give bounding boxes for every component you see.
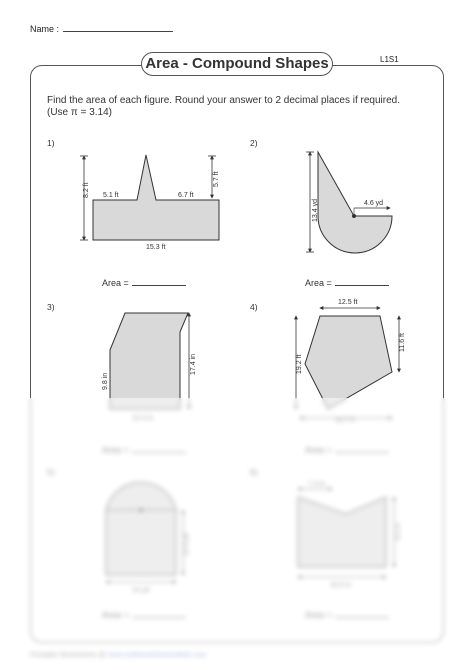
figure-4-shape bbox=[305, 316, 392, 409]
area-blank-2[interactable] bbox=[335, 277, 389, 286]
area-label-1: Area = bbox=[102, 278, 129, 288]
fig1-height-right-label: 5.7 ft bbox=[213, 171, 220, 187]
name-label: Name : bbox=[30, 24, 60, 34]
fig1-top-left-label: 5.1 ft bbox=[103, 192, 119, 199]
area-answer-1 bbox=[102, 277, 186, 288]
fig1-height-left-label: 8.2 ft bbox=[83, 182, 90, 198]
problem-number-1: 1) bbox=[47, 138, 55, 148]
area-label-2: Area = bbox=[305, 278, 332, 288]
problem-number-4: 4) bbox=[250, 302, 258, 312]
problem-number-3: 3) bbox=[47, 302, 55, 312]
fig3-height-right-label: 17.4 in bbox=[190, 353, 197, 375]
page-title: Area - Compound Shapes bbox=[141, 52, 333, 76]
figure-3-shape bbox=[110, 313, 188, 409]
area-blank-1[interactable] bbox=[132, 277, 186, 286]
fig2-radius-label: 4.6 yd bbox=[364, 200, 384, 207]
instructions-line2: (Use π = 3.14) bbox=[47, 107, 112, 118]
fig3-height-left-label: 9.8 in bbox=[102, 372, 109, 390]
preview-blur-overlay bbox=[0, 398, 474, 670]
fig4-height-left-label: 19.2 ft bbox=[296, 354, 303, 374]
fig4-top-label: 12.5 ft bbox=[338, 299, 358, 306]
figure-1 bbox=[80, 155, 220, 251]
fig1-top-right-label: 6.7 ft bbox=[178, 192, 194, 199]
fig1-bottom-label: 15.3 ft bbox=[146, 244, 166, 251]
instructions-line1: Find the area of each figure. Round your answer to 2 decimal places if required. bbox=[47, 95, 400, 106]
area-answer-2 bbox=[305, 277, 389, 288]
problem-number-2: 2) bbox=[250, 138, 258, 148]
fig4-height-right-label: 11.6 ft bbox=[399, 333, 406, 352]
figure-2 bbox=[306, 152, 392, 253]
fig2-height-label: 13.4 yd bbox=[312, 199, 319, 222]
worksheet-code: L1S1 bbox=[380, 55, 399, 64]
